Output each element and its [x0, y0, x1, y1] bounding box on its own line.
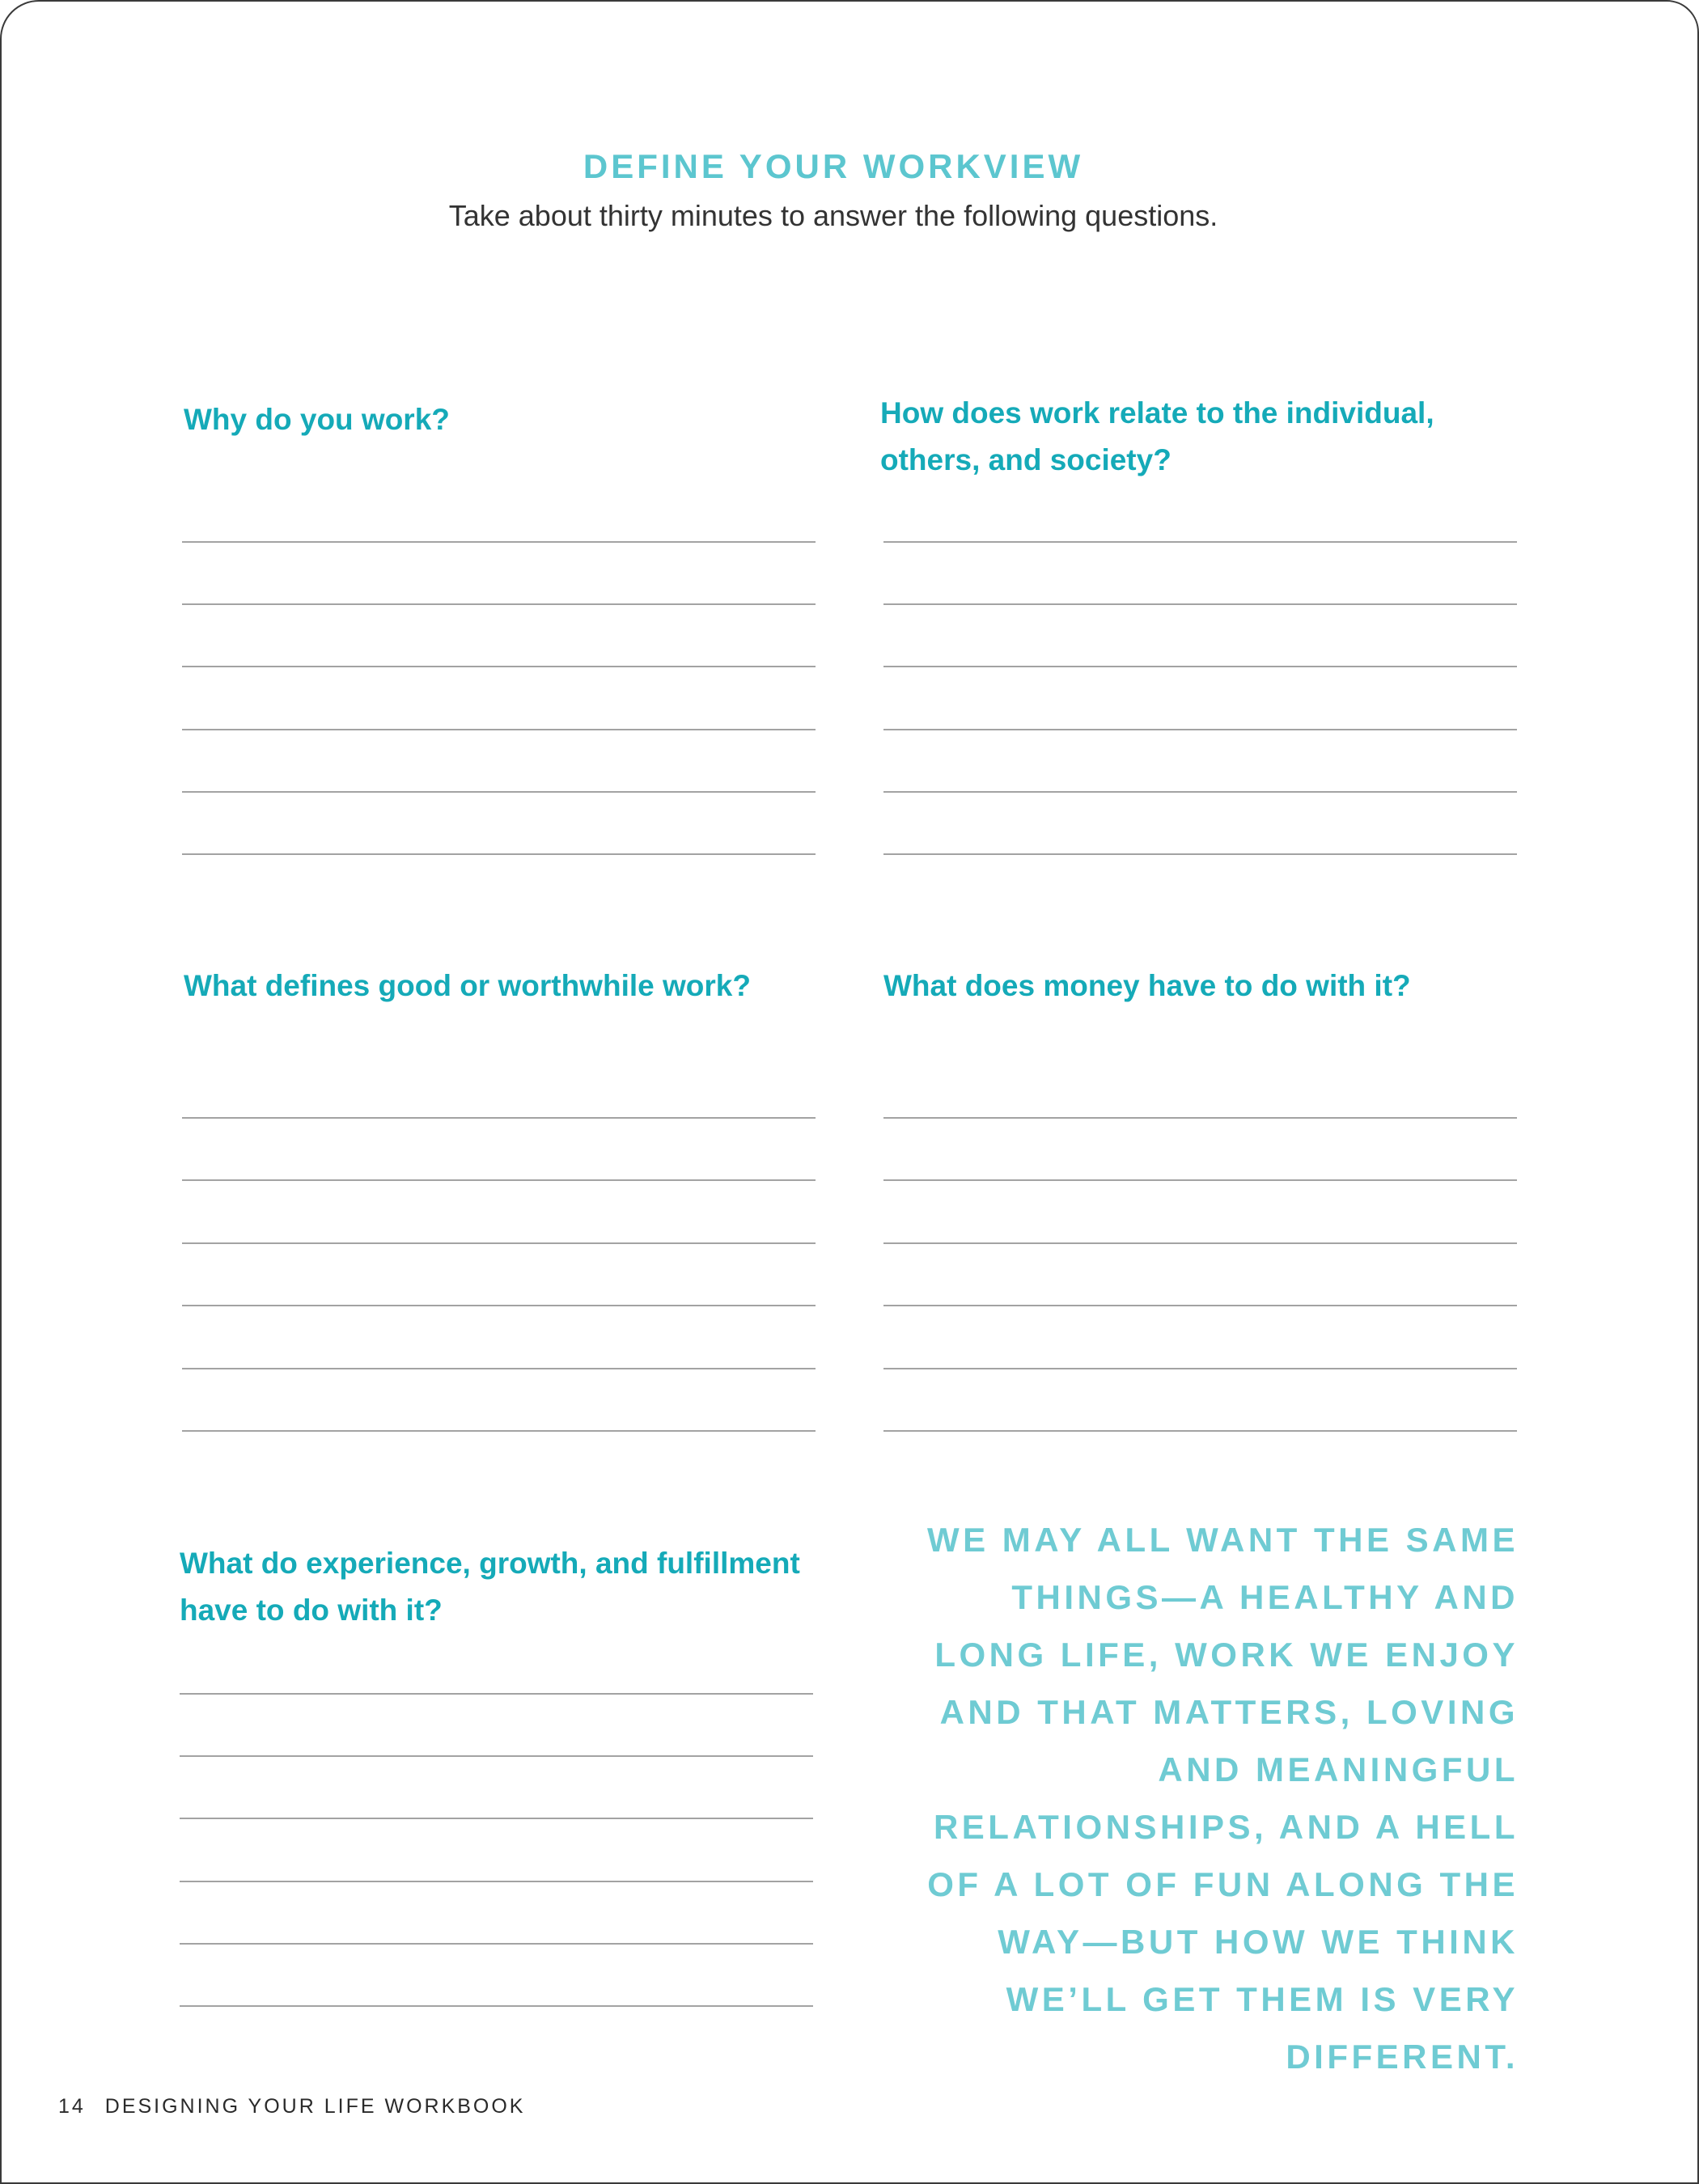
writing-line[interactable]: [883, 853, 1517, 855]
writing-line[interactable]: [182, 1117, 816, 1119]
question-why-work: Why do you work?: [184, 403, 450, 436]
writing-line[interactable]: [182, 729, 816, 730]
writing-line[interactable]: [180, 2005, 813, 2007]
writing-line[interactable]: [883, 1305, 1517, 1306]
answer-lines-good-work: [182, 1117, 816, 1433]
writing-line[interactable]: [180, 1943, 813, 1945]
writing-line[interactable]: [883, 1430, 1517, 1432]
writing-line[interactable]: [182, 603, 816, 605]
answer-lines-work-relation: [883, 541, 1517, 857]
writing-line[interactable]: [182, 1179, 816, 1181]
writing-line[interactable]: [883, 1117, 1517, 1119]
writing-line[interactable]: [883, 666, 1517, 667]
page-footer: [58, 2095, 525, 2118]
writing-line[interactable]: [883, 791, 1517, 793]
answer-lines-why-work: [182, 541, 816, 857]
writing-line[interactable]: [883, 1179, 1517, 1181]
writing-line[interactable]: [182, 541, 816, 543]
writing-line[interactable]: [182, 1305, 816, 1306]
writing-line[interactable]: [182, 853, 816, 855]
question-money: What does money have to do with it?: [883, 969, 1411, 1002]
writing-line[interactable]: [182, 1430, 816, 1432]
running-footer-title: DESIGNING YOUR LIFE WORKBOOK: [104, 2095, 526, 2118]
writing-line[interactable]: [180, 1818, 813, 1819]
question-experience-growth: What do experience, growth, and fulfillment have to do with it?: [180, 1547, 800, 1627]
page-number: 14: [58, 2095, 86, 2118]
writing-line[interactable]: [182, 791, 816, 793]
writing-line[interactable]: [883, 541, 1517, 543]
writing-line[interactable]: [182, 666, 816, 667]
writing-line[interactable]: [182, 1242, 816, 1244]
writing-line[interactable]: [883, 1242, 1517, 1244]
writing-line[interactable]: [883, 603, 1517, 605]
answer-lines-money: [883, 1117, 1517, 1433]
writing-line[interactable]: [180, 1755, 813, 1757]
writing-line[interactable]: [180, 1881, 813, 1882]
question-work-relation: How does work relate to the individual, others, and society?: [880, 396, 1434, 476]
question-good-work: What defines good or worthwhile work?: [184, 969, 751, 1002]
answer-lines-experience-growth: [180, 1693, 813, 2008]
writing-line[interactable]: [883, 1368, 1517, 1369]
page-instructions: Take about thirty minutes to answer the following questions.: [448, 199, 1218, 232]
page-title: DEFINE YOUR WORKVIEW: [583, 147, 1084, 185]
writing-line[interactable]: [180, 1693, 813, 1695]
writing-line[interactable]: [883, 729, 1517, 730]
pull-quote: WE MAY ALL WANT THE SAME THINGS—A HEALTHY AND LONG LIFE, WORK WE ENJOY AND THAT MATTERS, LOVING AND MEANINGFUL RELATIONSHIPS, AND A HELL OF A LOT OF FUN ALONG THE WAY—BUT HOW WE THINK WE’LL GET THEM IS VERY DIFFERENT.: [926, 1521, 1519, 2076]
writing-line[interactable]: [182, 1368, 816, 1369]
